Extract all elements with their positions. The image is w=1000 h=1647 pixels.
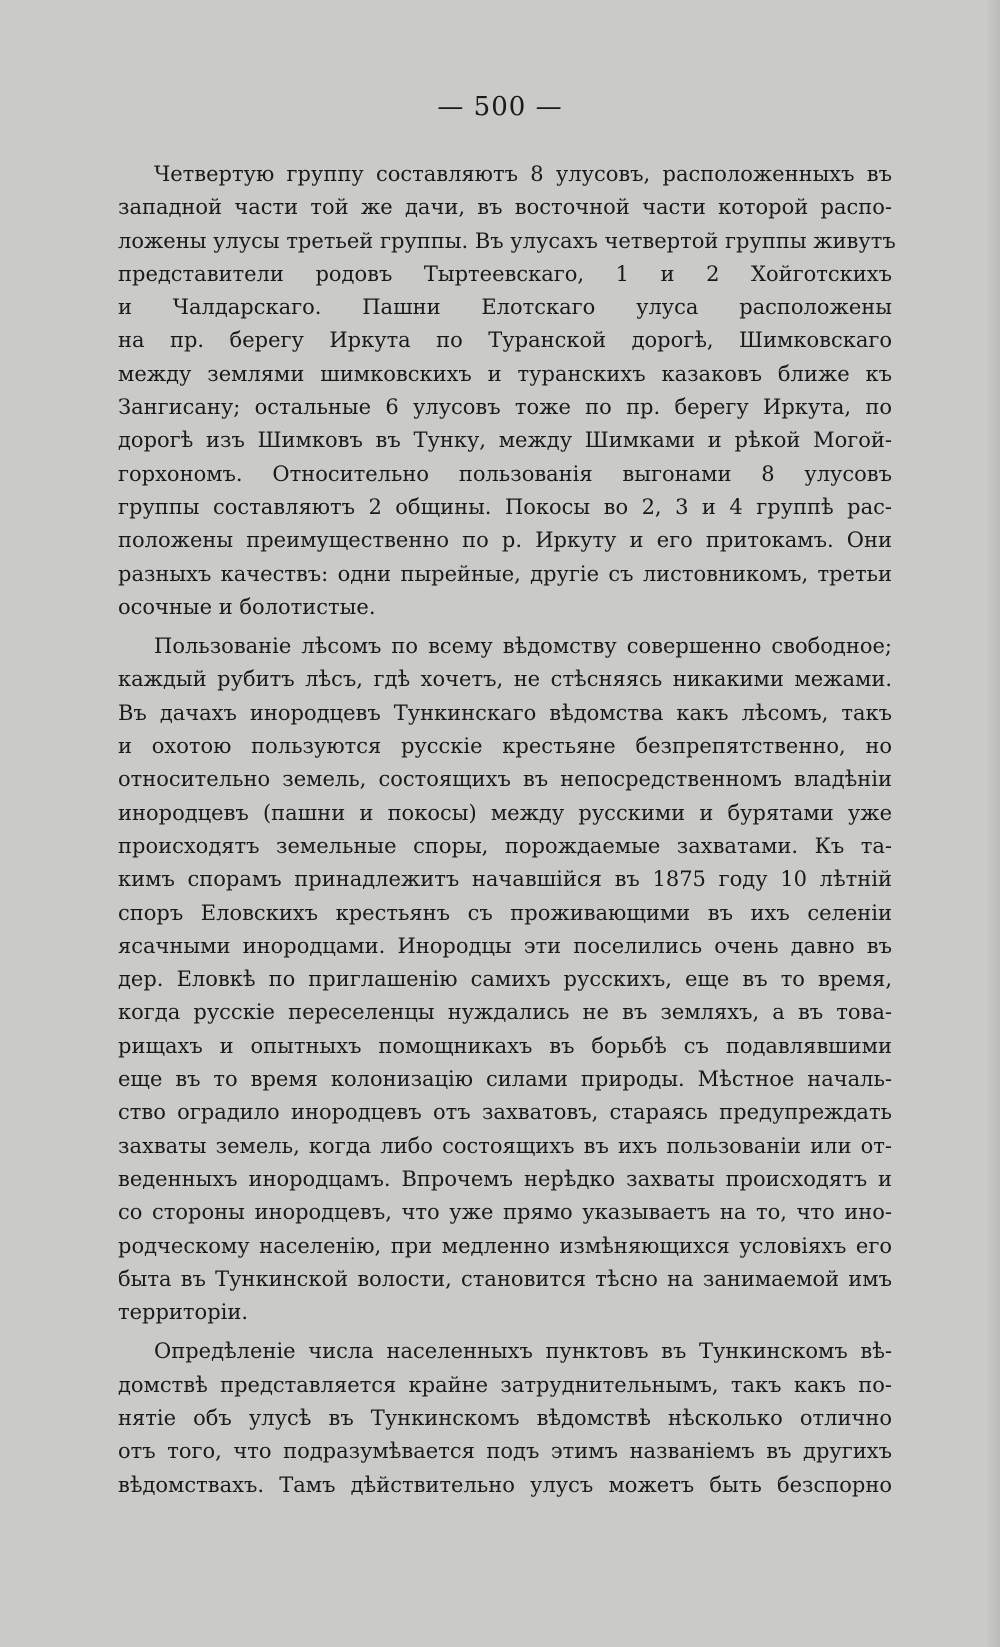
text-line: и охотою пользуются русскіе крестьяне безпрепятственно, но (118, 734, 892, 759)
text-line: родческому населенію, при медленно измѣняющихся условіяхъ его (118, 1233, 892, 1258)
text-line: веденныхъ инородцамъ. Впрочемъ нерѣдко захваты происходятъ и (118, 1166, 892, 1191)
text-line: захваты земель, когда либо состоящихъ въ ихъ пользованіи или от- (118, 1133, 892, 1158)
text-line: споръ Еловскихъ крестьянъ съ проживающими въ ихъ селеніи (118, 900, 892, 925)
text-line: ясачными инородцами. Инородцы эти поселились очень давно въ (118, 933, 892, 958)
text-line: домствѣ представляется крайне затруднительнымъ, такъ какъ по- (118, 1372, 892, 1397)
text-line: положены преимущественно по р. Иркуту и его притокамъ. Они (118, 528, 892, 553)
text-line: относительно земель, состоящихъ въ непосредственномъ владѣніи (118, 767, 892, 792)
text-line: между землями шимковскихъ и туранскихъ казаковъ ближе къ (118, 361, 892, 386)
text-line: западной части той же дачи, въ восточной части которой распо- (118, 195, 892, 220)
text-line: Опредѣленіе числа населенныхъ пунктовъ въ Тункинскомъ вѣ- (154, 1339, 892, 1364)
text-line: ство оградило инородцевъ отъ захватовъ, стараясь предупреждать (118, 1100, 892, 1125)
page-number: — 500 — (437, 92, 563, 122)
text-line: осочные и болотистые. (118, 594, 376, 619)
text-line: дорогѣ изъ Шимковъ въ Тунку, между Шимками и рѣкой Могой- (118, 428, 892, 453)
text-line: Зангисану; остальные 6 улусовъ тоже по пр. берегу Иркута, по (118, 395, 892, 420)
text-line: инородцевъ (пашни и покосы) между русскими и бурятами уже (118, 800, 892, 825)
text-line: представители родовъ Тыртеевскаго, 1 и 2 Хойготскихъ (118, 261, 892, 286)
text-line: каждый рубитъ лѣсъ, гдѣ хочетъ, не стѣсняясь никакими межами. (118, 667, 892, 692)
text-line: ложены улусы третьей группы. Въ улусахъ четвертой группы живутъ (118, 228, 896, 253)
text-line: дер. Еловкѣ по приглашенію самихъ русскихъ, еще въ то время, (118, 967, 892, 992)
body-text (118, 158, 896, 1508)
text-line: разныхъ качествъ: одни пырейные, другіе съ листовникомъ, третьи (118, 561, 892, 586)
text-line: группы составляютъ 2 общины. Покосы во 2, 3 и 4 группѣ рас- (118, 494, 892, 519)
text-line: кимъ спорамъ принадлежитъ начавшійся въ 1875 году 10 лѣтній (118, 867, 892, 892)
text-line: Пользованіе лѣсомъ по всему вѣдомству совершенно свободное; (154, 634, 892, 659)
paragraph-3 (118, 1335, 892, 1501)
text-line: быта въ Тункинской волости, становится тѣсно на занимаемой имъ (118, 1266, 892, 1291)
text-line: на пр. берегу Иркута по Туранской дорогѣ, Шимковскаго (118, 328, 892, 353)
text-line: происходятъ земельные споры, порождаемые захватами. Къ та- (118, 833, 892, 858)
text-line: нятіе объ улусѣ въ Тункинскомъ вѣдомствѣ нѣсколько отлично (118, 1405, 892, 1430)
text-line: Въ дачахъ инородцевъ Тункинскаго вѣдомства какъ лѣсомъ, такъ (118, 700, 892, 725)
text-line: рищахъ и опытныхъ помощникахъ въ борьбѣ съ подавлявшими (118, 1033, 892, 1058)
paragraph-1 (118, 158, 896, 624)
paragraph-2 (118, 630, 892, 1329)
text-line: и Чалдарскаго. Пашни Елотскаго улуса расположены (118, 295, 892, 320)
text-line: территоріи. (118, 1300, 249, 1325)
text-line: отъ того, что подразумѣвается подъ этимъ названіемъ въ другихъ (118, 1439, 892, 1464)
text-line: Четвертую группу составляютъ 8 улусовъ, расположенныхъ въ (154, 162, 892, 186)
text-line: еще въ то время колонизацію силами природы. Мѣстное началь- (118, 1067, 892, 1092)
text-line: когда русскіе переселенцы нуждались не въ земляхъ, а въ това- (118, 1000, 892, 1025)
text-line: вѣдомствахъ. Тамъ дѣйствительно улусъ можетъ быть безспорно (118, 1472, 892, 1497)
page-edge-shadow (986, 0, 1000, 1647)
text-line: со стороны инородцевъ, что уже прямо указываетъ на то, что ино- (118, 1200, 892, 1225)
text-line: горхономъ. Относительно пользованія выгонами 8 улусовъ (118, 461, 892, 486)
